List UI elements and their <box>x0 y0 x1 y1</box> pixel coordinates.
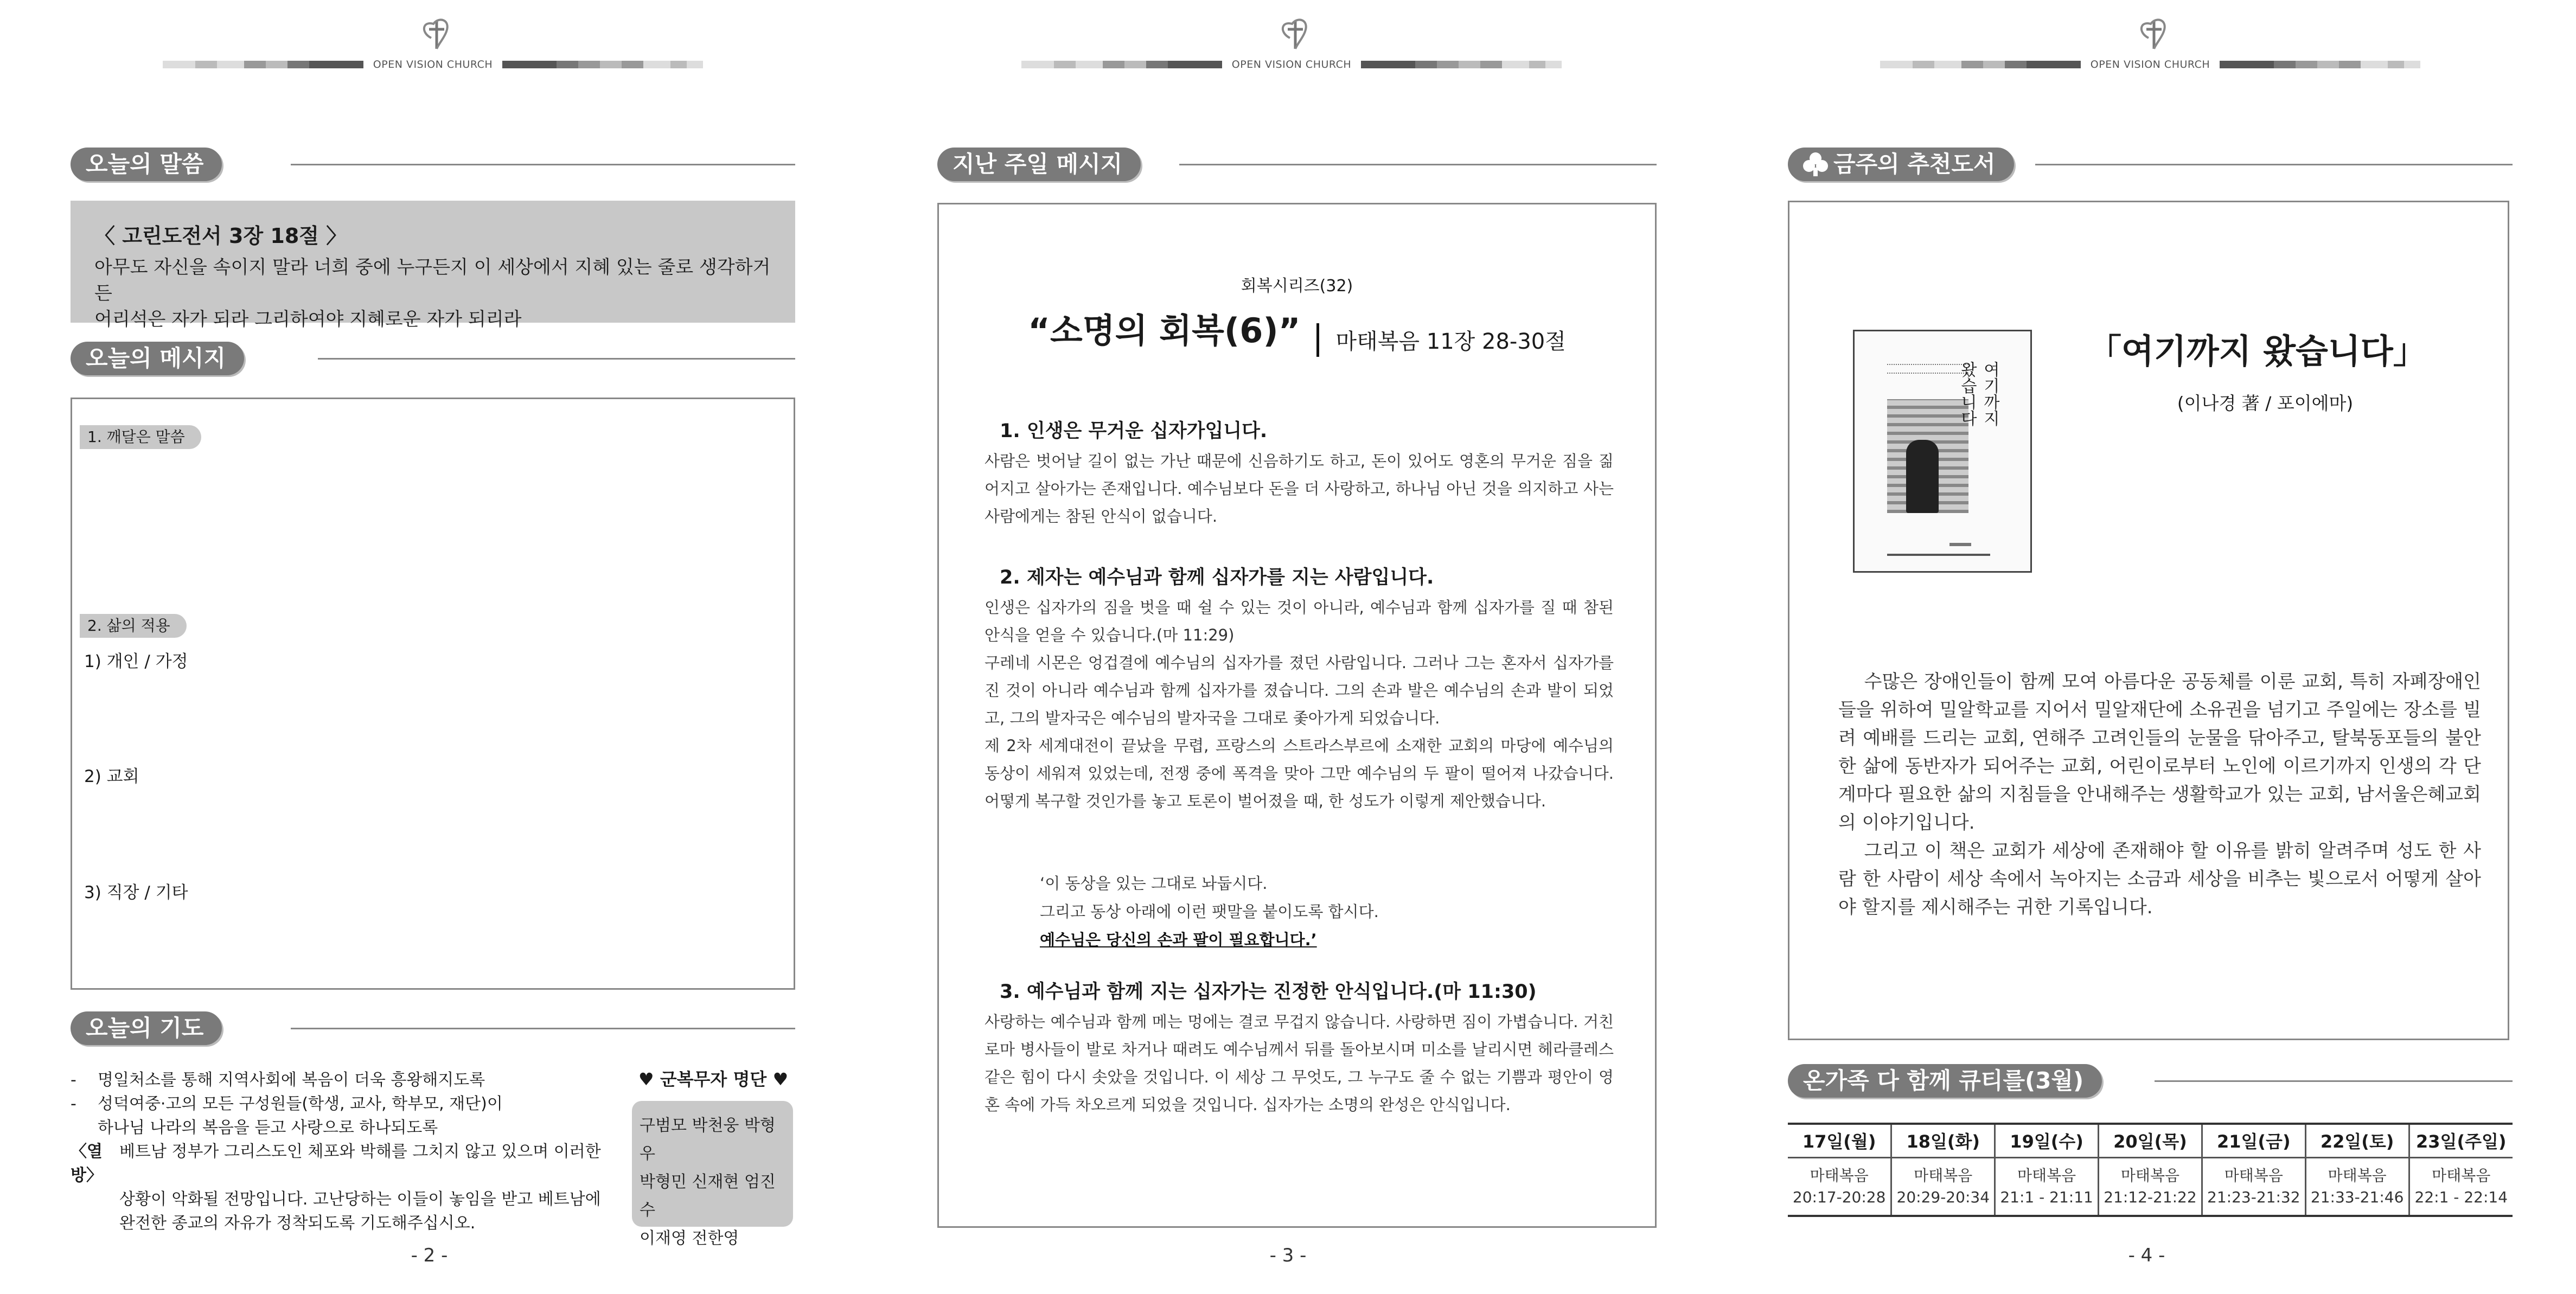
page-number: - 3 - <box>1269 1245 1307 1266</box>
item-church: 2) 교회 <box>84 767 139 786</box>
qt-book: 마태복음 <box>2120 1166 2180 1184</box>
prayer-line: 하나님 나라의 복음을 듣고 사랑으로 하나되도록 <box>98 1118 438 1137</box>
prayer-line: 베트남 정부가 그리스도인 체포와 박해를 그치지 않고 있으며 이러한 <box>119 1142 601 1161</box>
military-list-label: ♥ 군복무자 명단 ♥ <box>638 1069 789 1090</box>
section-title: 금주의 추천도서 <box>1833 151 1996 177</box>
bulletin-page-2 <box>0 0 859 1294</box>
sermon-summary-box <box>937 203 1657 1228</box>
church-name: OPEN VISION CHURCH <box>1231 59 1352 71</box>
qt-day: 17일(월) <box>1788 1124 1891 1157</box>
qt-cell <box>1995 1157 2099 1216</box>
prayer-line: 완전한 종교의 자유가 정착되도록 기도해주십시오. <box>119 1214 476 1233</box>
section-title: 온가족 다 함께 큐티를(3월) <box>1788 1064 2102 1098</box>
church-logo-icon <box>415 16 458 54</box>
church-name: OPEN VISION CHURCH <box>373 59 493 71</box>
prayer-list <box>71 1068 608 1235</box>
sermon-paragraph: 사랑하는 예수님과 함께 메는 멍에는 결코 무겁지 않습니다. 사랑하면 짐이 가볍습니다. 거친 로마 병사들이 발로 차거나 때려도 예수님께서 뒤를 돌아보시며 미소를 날리시면 헤라클레스 같은 힘이 다시 솟았을 것입니다. 이 세상 그 무엇도, 그 누구도 줄 수 없는 기쁨과 평안이 영혼 속에 가득 차오르게 되었을 것입니다. 십자가는 소명의 완성은 안식입니다. <box>985 1013 1614 1114</box>
sermon-title-row <box>939 304 1655 357</box>
section-recommended-book <box>1788 148 2513 181</box>
section-family-qt <box>1788 1064 2513 1098</box>
qt-cell <box>2305 1157 2409 1216</box>
qt-book: 마태복음 <box>1810 1166 1869 1184</box>
qt-schedule-table <box>1788 1123 2513 1217</box>
qt-days-row <box>1788 1124 2513 1157</box>
sermon-point-3: 3. 예수님과 함께 지는 십자가는 진정한 안식입니다.(마 11:30) <box>1000 981 1537 1003</box>
sermon-quote <box>1040 869 1379 954</box>
page-number: - 4 - <box>2128 1245 2165 1266</box>
book-cover-image <box>1853 330 2032 573</box>
quote-line: 그리고 동상 아래에 이런 팻말을 붙이도록 합시다. <box>1040 902 1379 921</box>
section-title: 오늘의 메시지 <box>71 342 244 375</box>
section-today-prayer <box>71 1011 795 1045</box>
prayer-line: 명일처소를 통해 지역사회에 복음이 더욱 흥왕해지도록 <box>98 1071 485 1090</box>
section-today-word <box>71 148 795 181</box>
cover-title-b: 왔습니다 <box>1958 361 1977 426</box>
verse-text-line2: 어리석은 자가 되라 그리하여야 지혜로운 자가 되리라 <box>94 309 522 330</box>
sermon-paragraph: 제 2차 세계대전이 끝났을 무렵, 프랑스의 스트라스부르에 소재한 교회의 마당에 예수님의 동상이 세워져 있었는데, 전쟁 중에 폭격을 맞아 그만 예수님의 두 팔이 떨어져 나갔습니다. 어떻게 복구할 것인가를 놓고 토론이 벌어졌을 때, 한 성도가 이렇게 제안했습니다. <box>985 736 1614 810</box>
names-line: 구범모 박천웅 박형우 <box>640 1116 776 1163</box>
qt-day: 19일(수) <box>1995 1124 2099 1157</box>
header-bar <box>1021 59 1562 71</box>
qt-day: 20일(목) <box>2099 1124 2202 1157</box>
prayer-line: 성덕여중·고의 모든 구성원들(학생, 교사, 학부모, 재단)이 <box>98 1094 503 1113</box>
qt-verses: 21:23-21:32 <box>2207 1188 2300 1206</box>
section-title: 오늘의 말씀 <box>71 148 222 181</box>
qt-book: 마태복음 <box>1914 1166 1973 1184</box>
sermon-paragraph: 인생은 십자가의 짐을 벗을 때 쉴 수 있는 것이 아니라, 예수님과 함께 십자가를 질 때 참된 안식을 얻을 수 있습니다.(마 11:29) <box>985 598 1614 644</box>
sermon-reference: 마태복음 11장 28-30절 <box>1335 329 1566 354</box>
qt-book: 마태복음 <box>2328 1166 2387 1184</box>
message-notes-box <box>71 398 795 990</box>
sermon-series: 회복시리즈(32) <box>1241 277 1353 296</box>
qt-cell <box>2099 1157 2202 1216</box>
qt-verses: 21:1 - 21:11 <box>2000 1188 2093 1206</box>
church-logo-icon <box>2132 16 2176 54</box>
tag-life-application: 2. 삶의 적용 <box>80 614 187 638</box>
quote-line-emphasis: 예수님은 당신의 손과 팔이 필요합니다.’ <box>1040 931 1317 949</box>
header-bar <box>163 59 703 71</box>
bulletin-page-4 <box>1717 0 2576 1294</box>
qt-day: 18일(화) <box>1891 1124 1995 1157</box>
qt-day: 21일(금) <box>2202 1124 2305 1157</box>
qt-book: 마태복음 <box>2224 1166 2283 1184</box>
qt-book: 마태복음 <box>2017 1166 2076 1184</box>
sermon-point-2: 2. 제자는 예수님과 함께 십자가를 지는 사람입니다. <box>1000 567 1434 588</box>
qt-cell <box>2202 1157 2305 1216</box>
church-name: OPEN VISION CHURCH <box>2090 59 2210 71</box>
qt-book: 마태복음 <box>2432 1166 2491 1184</box>
item-work-other: 3) 직장 / 기타 <box>84 883 188 902</box>
book-description <box>1838 668 2481 921</box>
section-last-sunday-message <box>937 148 1657 181</box>
sermon-paragraph: 구레네 시몬은 엉겁결에 예수님의 십자가를 졌던 사람입니다. 그러나 그는 혼자서 십자가를 진 것이 아니라 예수님과 함께 십자가를 졌습니다. 그의 손과 발은 예수님의 손과 발이 되었고, 그의 발자국은 예수님의 발자국을 그대로 좇아가게 되었습니다. <box>985 654 1614 727</box>
bulletin-page-3 <box>859 0 1717 1294</box>
book-title: 「여기까지 왔습니다」 <box>2088 331 2427 371</box>
verse-text-line1: 아무도 자신을 속이지 말라 너희 중에 누구든지 이 세상에서 지혜 있는 줄로 생각하거든 <box>94 257 771 304</box>
nations-label: 〈열방〉 <box>71 1142 103 1185</box>
qt-cell <box>2409 1157 2513 1216</box>
club-icon <box>1803 151 1828 176</box>
section-title-pill <box>1788 148 2014 181</box>
page-number: - 2 - <box>411 1245 448 1266</box>
qt-verses: 21:33-21:46 <box>2310 1188 2404 1206</box>
book-author: (이나경 著 / 포이에마) <box>2177 393 2354 414</box>
verse-reference: 〈 고린도전서 3장 18절 〉 <box>94 224 347 248</box>
names-line: 이재영 전한영 <box>640 1229 739 1248</box>
qt-cell <box>1788 1157 1891 1216</box>
quote-line: ‘이 동상을 있는 그대로 놔둡시다. <box>1040 874 1268 893</box>
qt-cell <box>1891 1157 1995 1216</box>
section-today-message <box>71 342 795 375</box>
section-title: 지난 주일 메시지 <box>937 148 1141 181</box>
section-title: 오늘의 기도 <box>71 1011 222 1045</box>
book-recommendation-box <box>1788 201 2509 1040</box>
qt-verses: 21:12-21:22 <box>2104 1188 2197 1206</box>
qt-readings-row <box>1788 1157 2513 1216</box>
bullet: - <box>71 1094 76 1113</box>
cover-title-a: 여기까지 <box>1980 361 1999 426</box>
item-personal-family: 1) 개인 / 가정 <box>84 652 188 671</box>
qt-day: 22일(토) <box>2305 1124 2409 1157</box>
sermon-point-1: 1. 인생은 무거운 십자가입니다. <box>1000 420 1268 442</box>
qt-day: 23일(주일) <box>2409 1124 2513 1157</box>
church-logo-icon <box>1274 16 1317 54</box>
sermon-paragraph: 사람은 벗어날 길이 없는 가난 때문에 신음하기도 하고, 돈이 있어도 영혼의 무거운 짐을 짊어지고 살아가는 존재입니다. 예수님보다 돈을 더 사랑하고, 하나님 아닌 것을 의지하고 사는 사람에게는 참된 안식이 없습니다. <box>985 452 1614 526</box>
qt-verses: 20:17-20:28 <box>1792 1188 1886 1206</box>
names-line: 박형민 신재현 엄진수 <box>640 1173 776 1220</box>
book-desc-paragraph: 그리고 이 책은 교회가 세상에 존재해야 할 이유를 밝히 알려주며 성도 한 사람 한 사람이 세상 속에서 녹아지는 소금과 세상을 비추는 빛으로서 어떻게 살아야 할지를 제시해주는 귀한 기록입니다. <box>1838 840 2481 918</box>
prayer-line: 상황이 악화될 전망입니다. 고난당하는 이들이 놓임을 받고 베트남에 <box>119 1190 601 1209</box>
bullet: - <box>71 1071 76 1090</box>
tag-realized-word: 1. 깨달은 말씀 <box>80 425 201 449</box>
military-names-box <box>632 1101 793 1248</box>
header-bar <box>1880 59 2420 71</box>
qt-verses: 22:1 - 22:14 <box>2414 1188 2508 1206</box>
sermon-title: “소명의 회복(6)” <box>1028 311 1301 350</box>
qt-verses: 20:29-20:34 <box>1896 1188 1990 1206</box>
book-desc-paragraph: 수많은 장애인들이 함께 모여 아름다운 공동체를 이룬 교회, 특히 자폐장애인들을 위하여 밀알학교를 지어서 밀알재단에 소유권을 넘기고 주일에는 장소를 빌려 예배를 드리는 교회, 연해주 고려인들의 눈물을 닦아주고, 탈북동포들의 불안한 삶에 동반자가 되어주는 교회, 어린이로부터 노인에 이르기까지 인생의 각 단계마다 필요한 삶의 지침들을 안내해주는 생활학교가 있는 교회, 남서울은혜교회의 이야기입니다. <box>1838 671 2481 834</box>
verse-box <box>71 201 795 330</box>
